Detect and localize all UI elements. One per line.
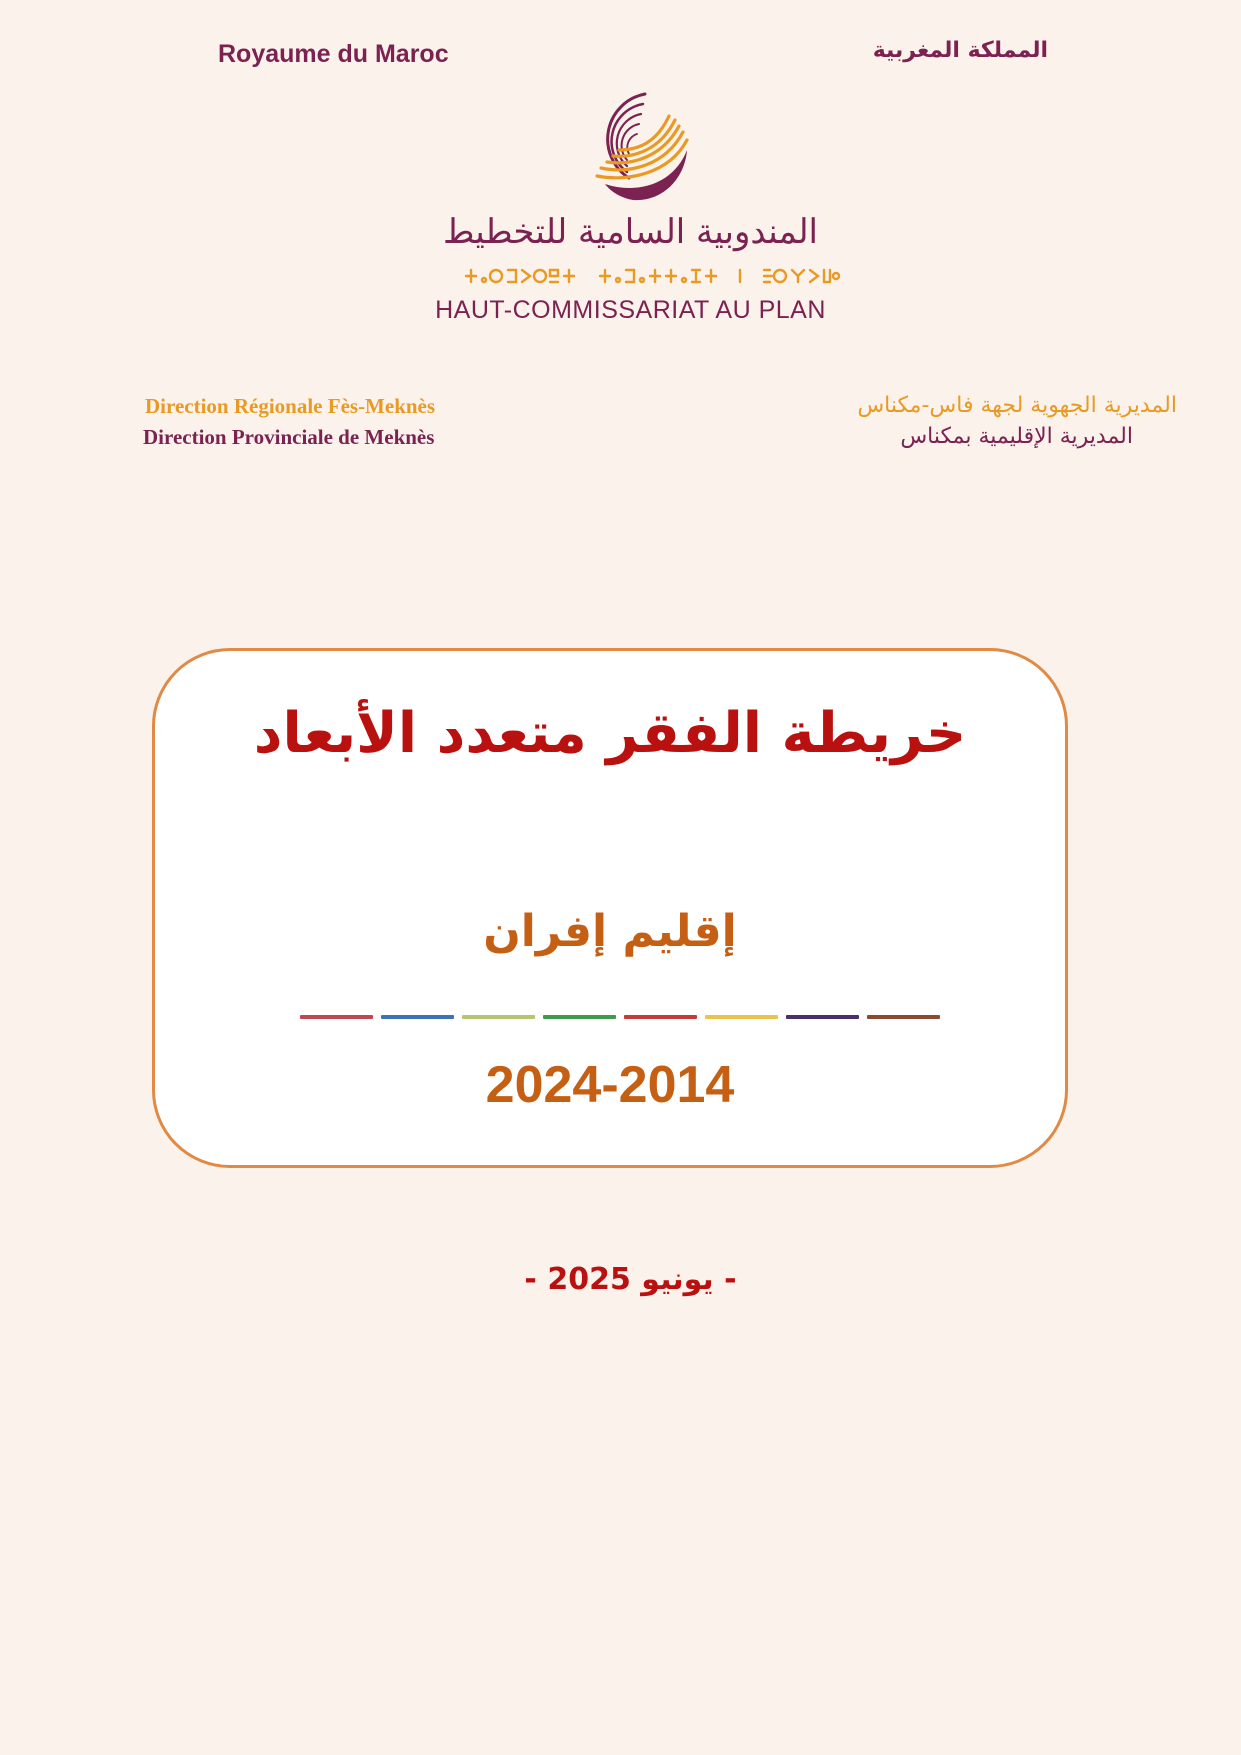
province-name: إقليم إفران <box>483 906 737 957</box>
provincial-direction-fr: Direction Provinciale de Meknès <box>143 425 435 449</box>
hcp-name-tifinagh <box>464 266 840 286</box>
regional-direction-fr: Direction Régionale Fès-Meknès <box>145 394 436 418</box>
tifinagh-wordmark <box>464 266 840 286</box>
color-divider <box>300 1015 940 1019</box>
publication-date: - يونيو 2025 - <box>524 1262 737 1297</box>
divider-segment <box>462 1015 535 1019</box>
regional-direction-ar: المديرية الجهوية لجهة فاس-مكناس <box>857 393 1177 418</box>
hcp-name-ar: المندوبية السامية للتخطيط <box>443 212 818 252</box>
provincial-direction-ar: المديرية الإقليمية بمكناس <box>900 424 1133 449</box>
divider-segment <box>624 1015 697 1019</box>
hcp-name-fr: HAUT-COMMISSARIAT AU PLAN <box>435 296 826 324</box>
kingdom-name-fr: Royaume du Maroc <box>218 40 449 68</box>
report-period: 2024-2014 <box>485 1056 735 1114</box>
divider-segment <box>705 1015 778 1019</box>
divider-segment <box>381 1015 454 1019</box>
divider-segment <box>786 1015 859 1019</box>
divider-segment <box>543 1015 616 1019</box>
title-card <box>152 648 1068 1168</box>
hcp-logo-emblem <box>583 86 695 206</box>
kingdom-name-ar: المملكة المغربية <box>872 38 1048 63</box>
divider-segment <box>300 1015 373 1019</box>
divider-segment <box>867 1015 940 1019</box>
report-title: خريطة الفقر متعدد الأبعاد <box>253 701 967 766</box>
